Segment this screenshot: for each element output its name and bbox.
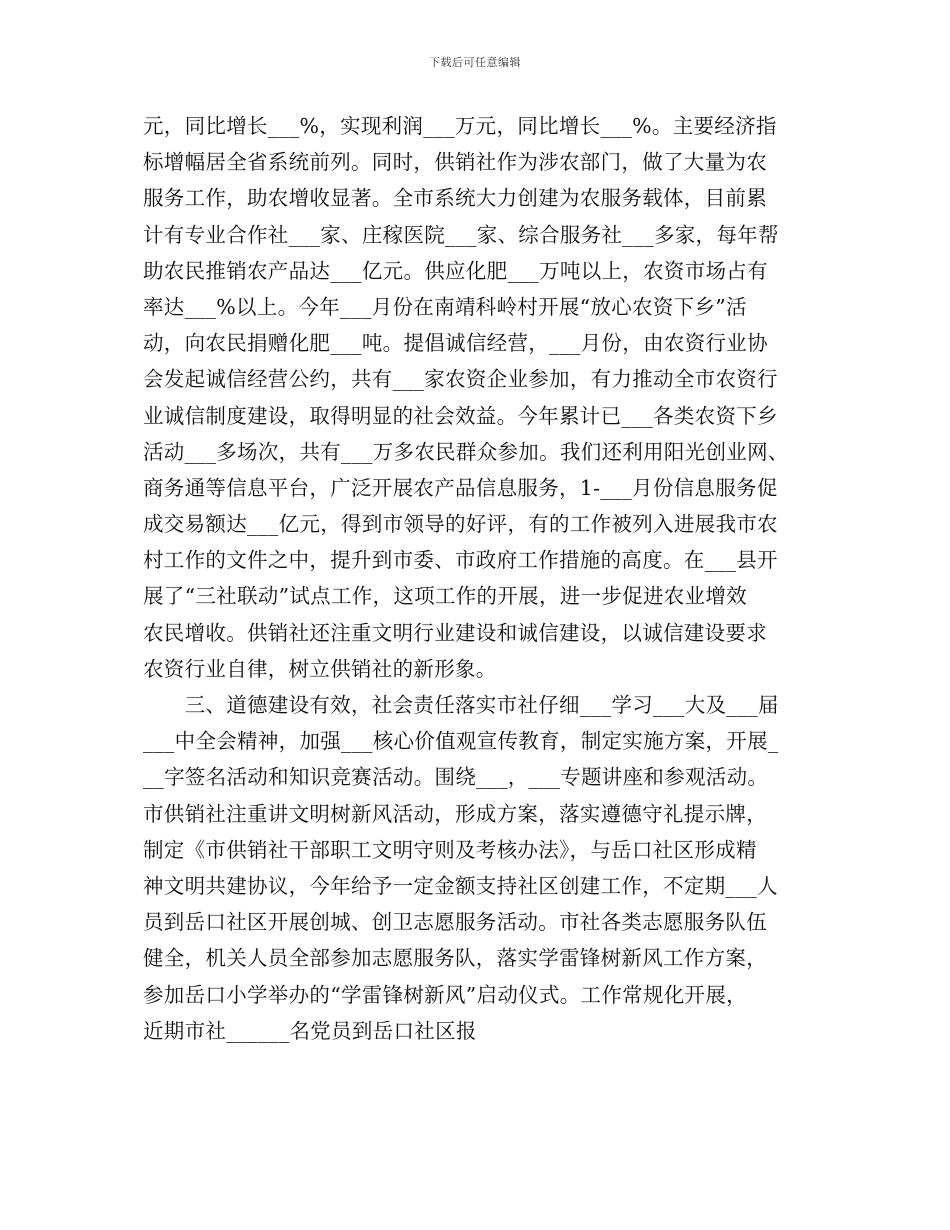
text-line: 参加岳口小学举办的“学雷锋树新风”启动仪式。工作常规化开展， bbox=[143, 982, 747, 1007]
text-line: 市供销社注重讲文明树新风活动，形成方案，落实遵德守礼提示牌， bbox=[143, 801, 767, 826]
text-line: 农资行业自律，树立供销社的新形象。 bbox=[143, 656, 497, 681]
text-line: 健全，机关人员全部参加志愿服务队，落实学雷锋树新风工作方案， bbox=[143, 946, 767, 971]
text-line: 会发起诚信经营公约，共有___家农资企业参加，有力推动全市农资行 bbox=[143, 367, 778, 392]
text-line: 近期市社______名党员到岳口社区报 bbox=[143, 1018, 477, 1043]
text-line: 服务工作，助农增收显著。全市系统大力创建为农服务载体，目前累 bbox=[143, 186, 767, 211]
text-line: 活动___多场次，共有___万多农民群众参加。我们还利用阳光创业网、 bbox=[143, 439, 789, 464]
text-line: 农民增收。供销社还注重文明行业建设和诚信建设，以诚信建设要求 bbox=[143, 620, 767, 645]
text-line: __字签名活动和知识竞赛活动。围绕___，___专题讲座和参观活动。 bbox=[143, 765, 769, 790]
text-line: 业诚信制度建设，取得明显的社会效益。今年累计已___各类农资下乡 bbox=[143, 403, 778, 428]
text-line: 三、道德建设有效，社会责任落实市社仔细___学习___大及___届 bbox=[143, 693, 779, 717]
page-header: 下载后可任意编辑 bbox=[429, 56, 521, 69]
text-line: 村工作的文件之中，提升到市委、市政府工作措施的高度。在___县开 bbox=[143, 548, 778, 573]
text-line: 商务通等信息平台，广泛开展农产品信息服务，1-___月份信息服务促 bbox=[143, 475, 778, 500]
text-line: 计有专业合作社___家、庄稼医院___家、综合服务社___多家，每年帮 bbox=[143, 222, 779, 247]
text-line: 元，同比增长___%，实现利润___万元，同比增长___%。主要经济指 bbox=[143, 114, 777, 138]
text-line: 员到岳口社区开展创城、创卫志愿服务活动。市社各类志愿服务队伍 bbox=[143, 910, 767, 935]
text-line: 标增幅居全省系统前列。同时，供销社作为涉农部门，做了大量为农 bbox=[143, 150, 767, 175]
text-line: 制定《市供销社干部职工文明守则及考核办法》，与岳口社区形成精 bbox=[143, 837, 757, 862]
document-body bbox=[143, 108, 811, 1049]
text-line: 助农民推销农产品达___亿元。供应化肥___万吨以上，农资市场占有 bbox=[143, 258, 768, 283]
text-line: 神文明共建协议，今年给予一定金额支持社区创建工作，不定期___人 bbox=[143, 873, 778, 898]
text-line: 率达___%以上。今年___月份在南靖科岭村开展“放心农资下乡”活 bbox=[143, 294, 747, 319]
text-line: 展了“三社联动”试点工作，这项工作的开展，进一步促进农业增效 bbox=[143, 584, 747, 609]
text-line: 成交易额达___亿元，得到市领导的好评，有的工作被列入进展我市农 bbox=[143, 512, 778, 537]
text-line: 动，向农民捐赠化肥___吨。提倡诚信经营，___月份，由农资行业协 bbox=[143, 331, 768, 356]
text-line: ___中全会精神，加强___核心价值观宣传教育，制定实施方案，开展_ bbox=[143, 729, 779, 754]
